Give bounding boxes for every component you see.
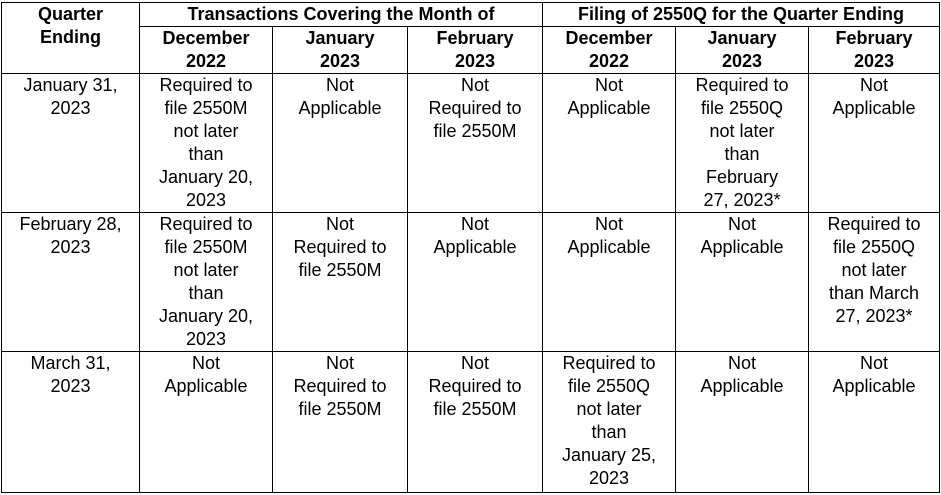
table-cell: [408, 352, 543, 493]
table-cell: [543, 213, 676, 352]
cell-line: than: [188, 144, 224, 164]
header-row-months: [2, 27, 940, 74]
header-month-filing-0: [543, 27, 676, 74]
quarter-line: 2023: [50, 98, 91, 118]
header-month-line: 2023: [319, 51, 361, 71]
cell-line: than March: [829, 283, 920, 303]
cell-line: not later: [841, 260, 907, 280]
cell-line: Required to: [428, 98, 522, 118]
cell-line: Not: [461, 353, 490, 373]
cell-line: not later: [576, 399, 642, 419]
table-cell: [408, 74, 543, 213]
cell-line: file 2550M: [298, 399, 382, 419]
cell-line: Not: [461, 214, 490, 234]
header-quarter-ending: Quarter Ending: [2, 3, 140, 74]
header-row-group: [2, 3, 940, 27]
table-cell: [408, 213, 543, 352]
header-month-line: January: [707, 28, 777, 48]
cell-line: 27, 2023*: [703, 190, 781, 210]
cell-line: February: [706, 167, 779, 187]
cell-line: Not: [325, 214, 354, 234]
header-month-line: 2023: [454, 51, 496, 71]
table-cell: [676, 352, 809, 493]
header-month-transactions-1: [273, 27, 408, 74]
cell-line: Applicable: [298, 98, 382, 118]
table-cell: [676, 213, 809, 352]
header-month-line: February: [835, 28, 913, 48]
cell-line: 2023: [185, 190, 227, 210]
table-cell: [809, 352, 940, 493]
cell-line: Not: [325, 353, 354, 373]
table-cell: [676, 74, 809, 213]
cell-line: Required to: [159, 214, 253, 234]
cell-line: Applicable: [832, 98, 916, 118]
header-month-line: 2023: [721, 51, 763, 71]
cell-line: file 2550M: [298, 260, 382, 280]
cell-line: Applicable: [832, 376, 916, 396]
cell-line: file 2550M: [164, 98, 248, 118]
cell-line: file 2550M: [433, 121, 517, 141]
cell-line: Not: [860, 75, 889, 95]
vat-filing-schedule-table: [1, 2, 940, 493]
table-cell: [543, 352, 676, 493]
cell-line: Applicable: [433, 237, 517, 257]
table-cell: [809, 213, 940, 352]
cell-line: Applicable: [700, 376, 784, 396]
header-month-transactions-0: [140, 27, 273, 74]
table-cell: [273, 213, 408, 352]
quarter-line: March 31,: [30, 353, 111, 373]
cell-line: Required to: [293, 376, 387, 396]
header-month-line: December: [565, 28, 653, 48]
table-cell: [140, 213, 273, 352]
cell-line: 2023: [185, 329, 227, 349]
cell-line: Not: [595, 214, 624, 234]
header-month-filing-1: [676, 27, 809, 74]
cell-line: not later: [709, 121, 775, 141]
table-cell: [273, 352, 408, 493]
quarter-line: 2023: [50, 376, 91, 396]
cell-line: than: [724, 144, 760, 164]
quarter-ending-cell: [2, 74, 140, 213]
table-cell: [273, 74, 408, 213]
header-month-line: 2022: [185, 51, 227, 71]
header-month-line: December: [162, 28, 250, 48]
cell-line: Applicable: [567, 237, 651, 257]
cell-line: than: [591, 422, 627, 442]
cell-line: Required to: [159, 75, 253, 95]
header-month-transactions-2: [408, 27, 543, 74]
header-month-line: February: [436, 28, 514, 48]
cell-line: Required to: [695, 75, 789, 95]
header-filing-group: Filing of 2550Q for the Quarter Ending: [543, 3, 940, 27]
cell-line: Required to: [827, 214, 921, 234]
cell-line: 2023: [588, 468, 630, 488]
table-cell: [543, 74, 676, 213]
header-transactions-group: Transactions Covering the Month of: [140, 3, 543, 27]
header-month-filing-2: [809, 27, 940, 74]
cell-line: Not: [860, 353, 889, 373]
cell-line: than: [188, 283, 224, 303]
table-row: [2, 213, 940, 352]
cell-line: Required to: [562, 353, 656, 373]
header-month-line: January: [305, 28, 375, 48]
cell-line: Not: [325, 75, 354, 95]
table-row: [2, 74, 940, 213]
header-month-line: 2022: [588, 51, 630, 71]
cell-line: file 2550M: [433, 399, 517, 419]
cell-line: file 2550Q: [567, 376, 651, 396]
cell-line: file 2550M: [164, 237, 248, 257]
cell-line: Applicable: [567, 98, 651, 118]
cell-line: January 25,: [561, 445, 657, 465]
quarter-ending-cell: [2, 352, 140, 493]
cell-line: file 2550Q: [833, 237, 916, 257]
cell-line: Not: [461, 75, 490, 95]
cell-line: Applicable: [700, 237, 784, 257]
cell-line: January 20,: [158, 306, 254, 326]
cell-line: Not: [728, 214, 757, 234]
quarter-ending-cell: [2, 213, 140, 352]
cell-line: 27, 2023*: [835, 306, 913, 326]
cell-line: Not: [191, 353, 220, 373]
cell-line: Applicable: [164, 376, 248, 396]
quarter-line: February 28,: [19, 214, 122, 234]
cell-line: not later: [173, 260, 239, 280]
table-cell: [809, 74, 940, 213]
cell-line: not later: [173, 121, 239, 141]
cell-line: Required to: [293, 237, 387, 257]
header-month-line: 2023: [854, 51, 895, 71]
table-row: [2, 352, 940, 493]
quarter-line: January 31,: [23, 75, 118, 95]
table-cell: [140, 74, 273, 213]
cell-line: Not: [595, 75, 624, 95]
table-cell: [140, 352, 273, 493]
cell-line: January 20,: [158, 167, 254, 187]
cell-line: Required to: [428, 376, 522, 396]
cell-line: Not: [728, 353, 757, 373]
cell-line: file 2550Q: [700, 98, 784, 118]
quarter-line: 2023: [50, 237, 91, 257]
